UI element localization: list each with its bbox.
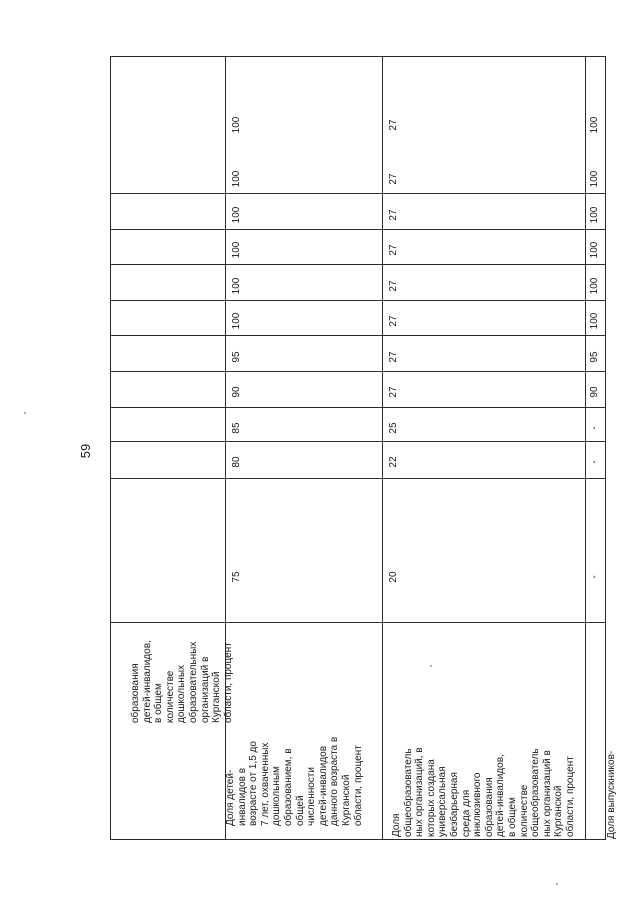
row-3-value-4: 27 (388, 386, 399, 398)
row-3-value-8: 27 (388, 244, 399, 256)
row-4-value-8: 100 (589, 241, 600, 259)
row-2-value-3: 85 (231, 422, 242, 434)
row-4-value-11: 100 (589, 116, 600, 134)
row-2-value-11: 100 (231, 116, 242, 134)
row-4-value-2: - (589, 460, 600, 464)
row-1-label: образования детей-инвалидов, в общем количестве дошкольных образовательных организаций в Курганской области, процент (130, 640, 234, 723)
row-4-value-6: 100 (589, 312, 600, 330)
table-border-bottom (110, 839, 606, 840)
row-2-value-8: 100 (231, 241, 242, 259)
scan-speck (24, 412, 26, 414)
row-2-value-6: 100 (231, 312, 242, 330)
row-3-value-5: 27 (388, 351, 399, 363)
row-3-value-9: 27 (388, 209, 399, 221)
row-4-value-9: 100 (589, 206, 600, 224)
year-divider-7 (110, 264, 606, 265)
row-2-value-1: 75 (231, 571, 242, 583)
row-3-value-10: 27 (388, 173, 399, 185)
row-3-value-1: 20 (388, 571, 399, 583)
row-3-value-3: 25 (388, 422, 399, 434)
row-2-label: Доля детей- инвалидов в возрасте от 1,5 до 7 лет, охваченных дошкольным образованием, в общей численности детей-инвалидов данного возраста в Курганской области, процент (225, 736, 364, 826)
row-2-value-2: 80 (231, 456, 242, 468)
row-4-value-5: 95 (589, 351, 600, 363)
row-4-value-7: 100 (589, 277, 600, 295)
data-table (110, 56, 617, 840)
blank-column-border (110, 56, 111, 840)
page-number: 59 (78, 443, 93, 459)
row-4-value-1: - (589, 575, 600, 579)
row-2-value-5: 95 (231, 351, 242, 363)
year-divider-9 (110, 193, 606, 194)
scan-speck (430, 665, 432, 667)
row-2-value-4: 90 (231, 386, 242, 398)
year-divider-8 (110, 229, 606, 230)
table-border-top (110, 56, 606, 57)
year-divider-1 (110, 478, 606, 479)
scan-speck (556, 883, 558, 885)
row-4-value-4: 90 (589, 386, 600, 398)
row-3-value-7: 27 (388, 280, 399, 292)
row-divider-2 (382, 56, 383, 840)
year-divider-6 (110, 300, 606, 301)
row-4-value-10: 100 (589, 170, 600, 188)
row-3-label: Доля общеобразователь ных организаций, в которых создана универсальная безбарьерная среда для инклюзивного образования детей-инвалидов, в общем количестве общеобразователь ных организаций в Курганской области, процент (391, 747, 576, 837)
year-divider-2 (110, 441, 606, 442)
row-4-label: Доля выпускников- (606, 750, 617, 839)
year-divider-3 (110, 407, 606, 408)
row-3-value-6: 27 (388, 315, 399, 327)
year-divider-4 (110, 371, 606, 372)
row-3-value-11: 27 (388, 119, 399, 131)
row-3-value-2: 22 (388, 456, 399, 468)
row-4-value-3: - (589, 426, 600, 430)
row-2-value-9: 100 (231, 206, 242, 224)
row-2-value-10: 100 (231, 170, 242, 188)
row-2-value-7: 100 (231, 277, 242, 295)
year-divider-5 (110, 335, 606, 336)
